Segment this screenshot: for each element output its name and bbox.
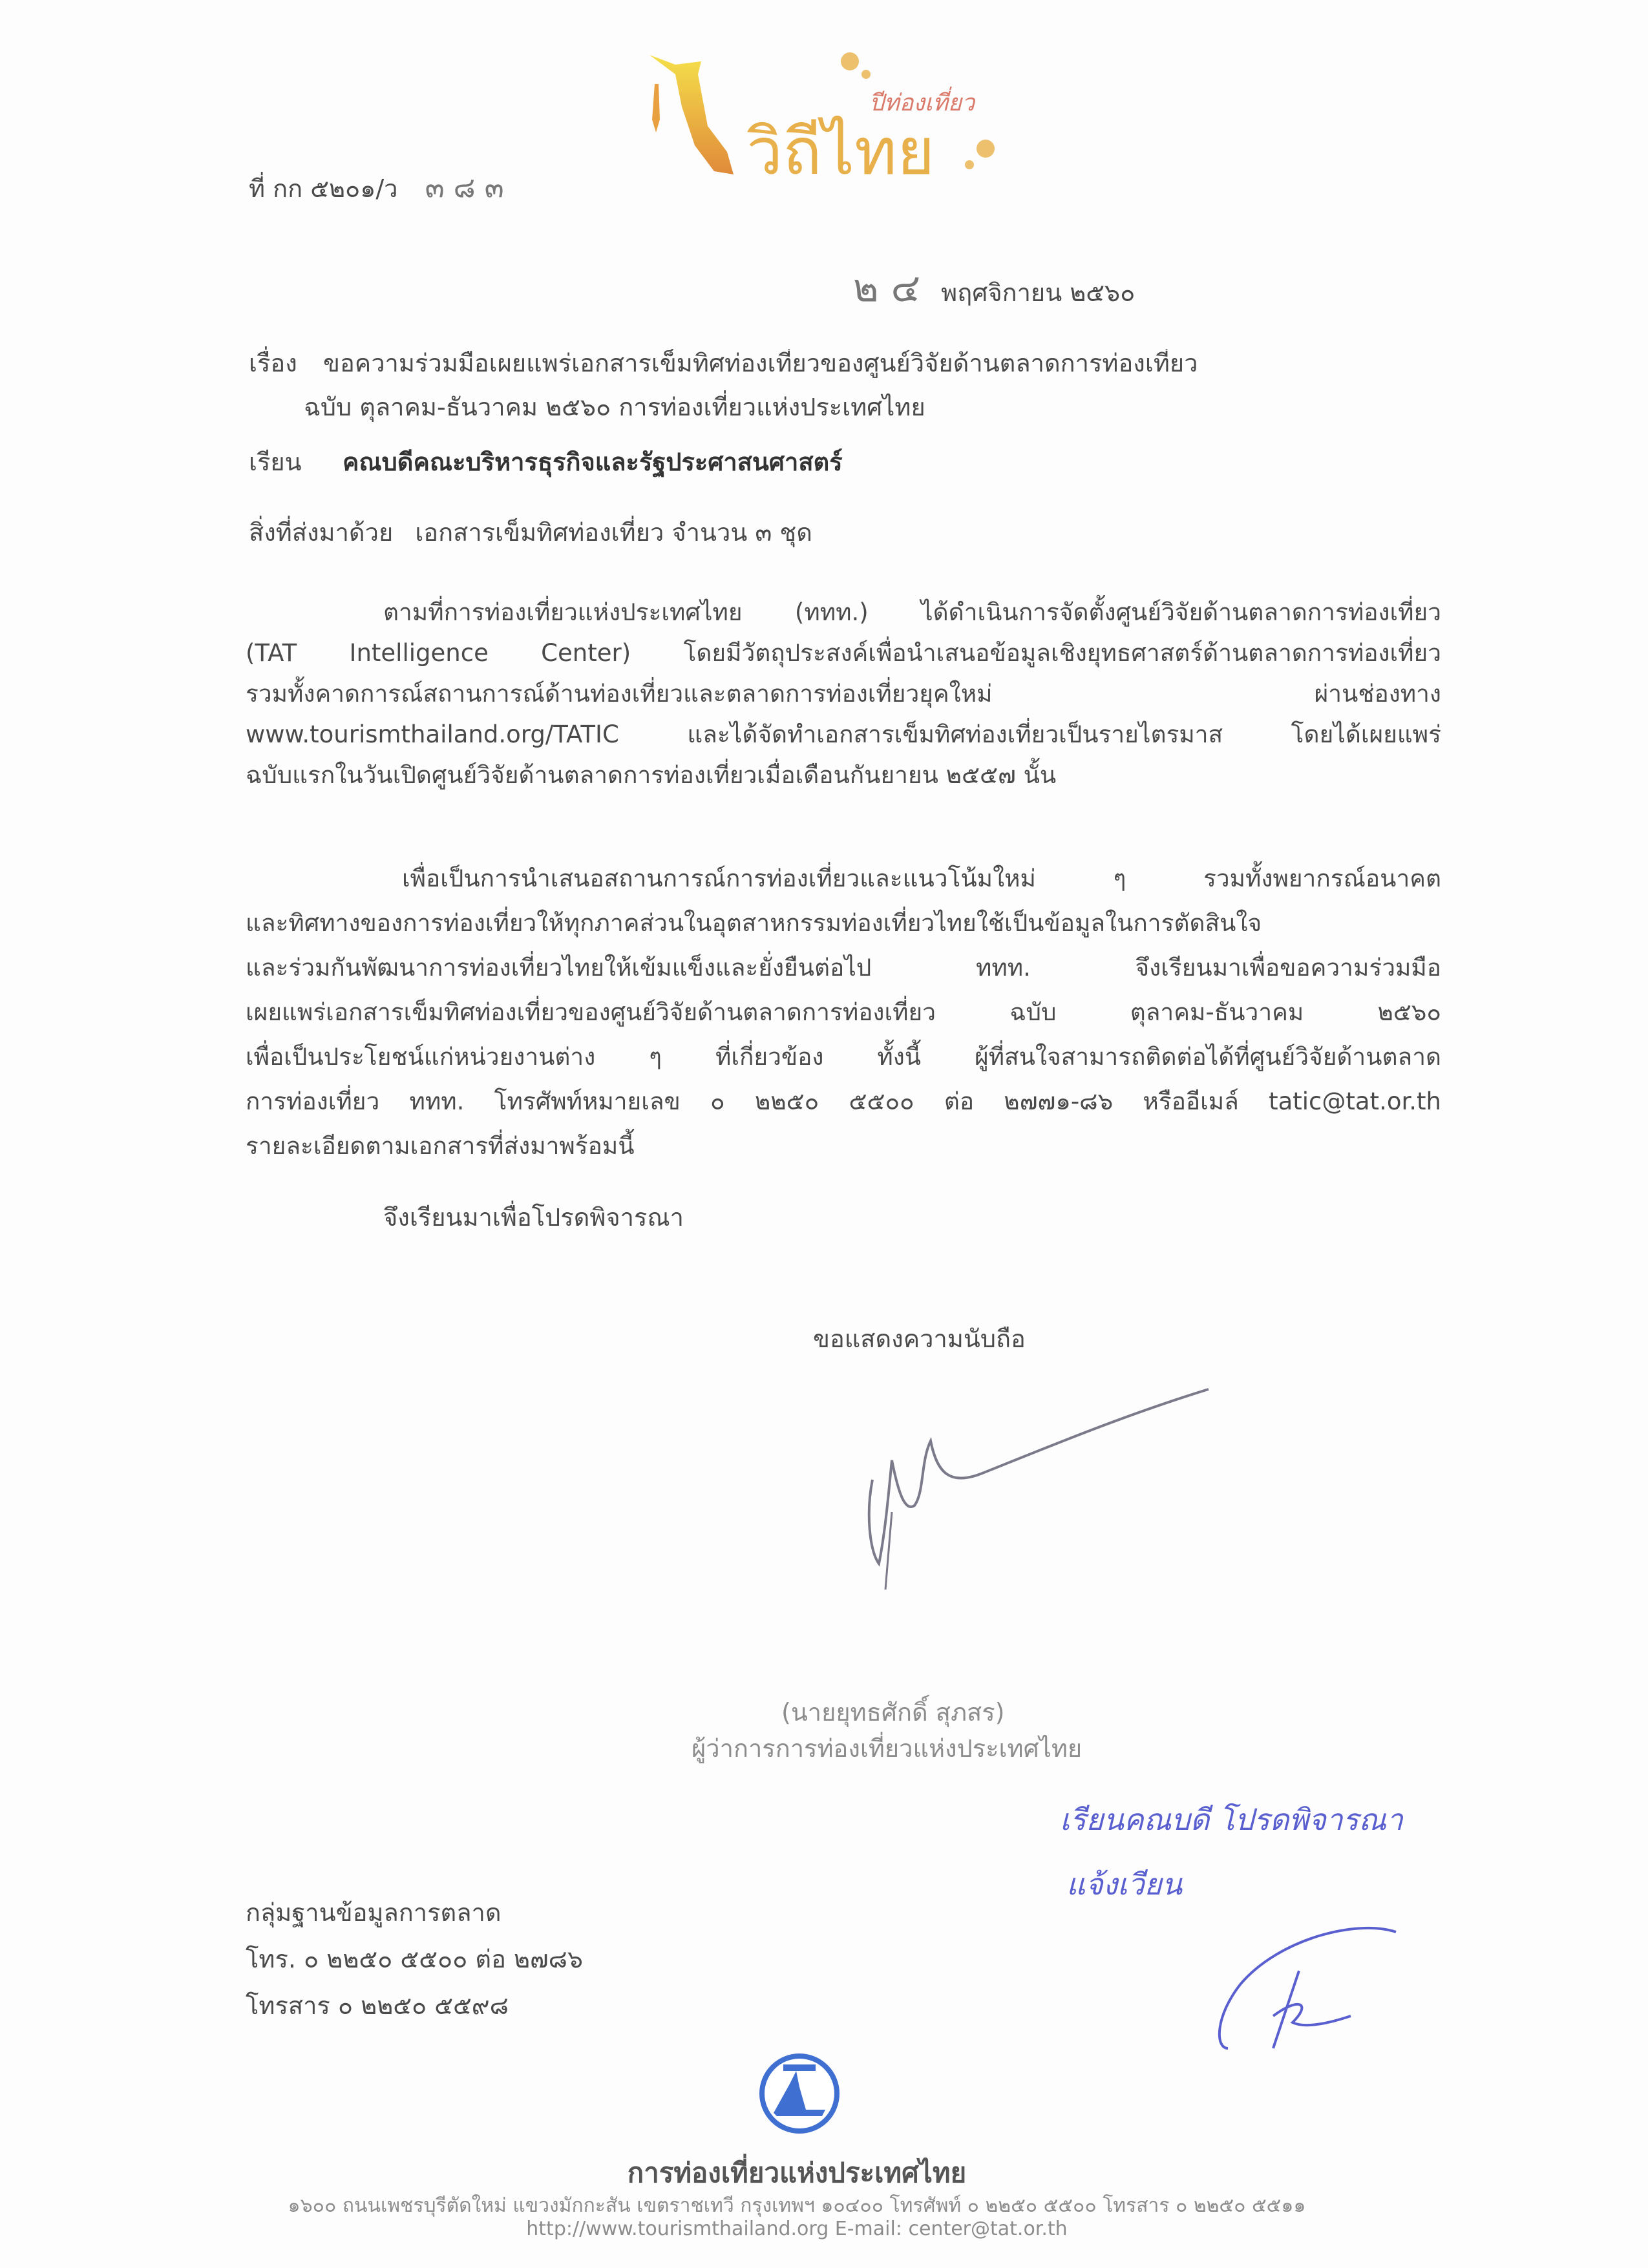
- signature-icon: [853, 1383, 1215, 1596]
- closing-line: จึงเรียนมาเพื่อโปรดพิจารณา: [383, 1203, 684, 1232]
- paragraph-line: ตามที่การท่องเที่ยวแห่งประเทศไทย (ททท.) ได้ดำเนินการจัดตั้งศูนย์วิจัยด้านตลาดการท่องเที่ยว: [383, 598, 1441, 626]
- signatory-name: (นายยุทธศักดิ์ สุภสร): [781, 1698, 1005, 1727]
- enclosure-value: เอกสารเข็มทิศท่องเที่ยว จำนวน ๓ ชุด: [415, 518, 812, 547]
- logo-text: วิถีไทย: [746, 114, 935, 189]
- initials-signature-icon: [1202, 1919, 1415, 2061]
- reference-number: [249, 171, 504, 205]
- reference-stamp-number: ๓ ๘ ๓: [425, 171, 504, 204]
- contact-fax: โทรสาร ๐ ๒๒๕๐ ๕๕๙๘: [246, 1991, 509, 2020]
- paragraph-line: เพื่อเป็นประโยชน์แก่หน่วยงานต่าง ๆ ที่เกี่ยวข้อง ทั้งนี้ ผู้ที่สนใจสามารถติดต่อได้ที่ศูนย์วิจัยด้านตลาด: [246, 1043, 1441, 1071]
- salutation: ขอแสดงความนับถือ: [813, 1325, 1026, 1353]
- handwritten-note-line-1: เรียนคณบดี โปรดพิจารณา: [1060, 1802, 1403, 1837]
- date-month-year: พฤศจิกายน ๒๕๖๐: [941, 278, 1136, 307]
- signatory-position: ผู้ว่าการการท่องเที่ยวแห่งประเทศไทย: [692, 1734, 1083, 1763]
- paragraph-line: (TAT Intelligence Center) โดยมีวัตถุประสงค์เพื่อนำเสนอข้อมูลเชิงยุทธศาสตร์ด้านตลาดการท่องเที่ยว: [246, 639, 1441, 667]
- paragraph-line: ฉบับแรกในวันเปิดศูนย์วิจัยด้านตลาดการท่องเที่ยวเมื่อเดือนกันยายน ๒๕๕๗ นั้น: [246, 761, 1057, 789]
- logo-subtext: ปีท่องเที่ยว: [869, 90, 975, 116]
- subject-line-1: ขอความร่วมมือเผยแพร่เอกสารเข็มทิศท่องเที่ยวของศูนย์วิจัยด้านตลาดการท่องเที่ยว: [323, 349, 1198, 377]
- paragraph-line: และทิศทางของการท่องเที่ยวให้ทุกภาคส่วนในอุตสาหกรรมท่องเที่ยวไทยใช้เป็นข้อมูลในการตัดสินใจ: [246, 909, 1262, 937]
- paragraph-line: รายละเอียดตามเอกสารที่ส่งมาพร้อมนี้: [246, 1132, 635, 1160]
- date-day: ๒ ๔: [853, 266, 921, 311]
- enclosure-label: สิ่งที่ส่งมาด้วย: [249, 518, 394, 547]
- footer-web-email: http://www.tourismthailand.org E-mail: center@tat.or.th: [526, 2218, 1068, 2240]
- paragraph-line: เผยแพร่เอกสารเข็มทิศท่องเที่ยวของศูนย์วิจัยด้านตลาดการท่องเที่ยว ฉบับ ตุลาคม-ธันวาคม ๒๕๖๐: [246, 998, 1441, 1026]
- addressee-label: เรียน: [249, 448, 302, 476]
- subject-label: เรื่อง: [249, 349, 297, 377]
- handwritten-note-line-2: แจ้งเวียน: [1066, 1867, 1183, 1902]
- tat-logo-icon: [757, 2052, 841, 2136]
- letter-date: [853, 265, 1135, 311]
- reference-prefix: ที่ กก ๕๒๐๑/ว: [249, 174, 398, 203]
- paragraph-line: www.tourismthailand.org/TATIC และได้จัดทำเอกสารเข็มทิศท่องเที่ยวเป็นรายไตรมาส โดยได้เผยแพร่: [246, 720, 1441, 748]
- contact-phone: โทร. ๐ ๒๒๕๐ ๕๕๐๐ ต่อ ๒๗๘๖: [246, 1945, 584, 1973]
- paragraph-line: รวมทั้งคาดการณ์สถานการณ์ด้านท่องเที่ยวและตลาดการท่องเที่ยวยุคใหม่ ผ่านช่องทาง: [246, 680, 1441, 708]
- paragraph-line: และร่วมกันพัฒนาการท่องเที่ยวไทยให้เข้มแข็งและยั่งยืนต่อไป ททท. จึงเรียนมาเพื่อขอความร่วมมือ: [246, 954, 1441, 982]
- contact-department: กลุ่มฐานข้อมูลการตลาด: [246, 1898, 502, 1927]
- addressee-value: คณบดีคณะบริหารธุรกิจและรัฐประศาสนศาสตร์: [343, 448, 843, 476]
- amazing-thailand-logo: [637, 48, 1024, 189]
- footer-address: ๑๖๐๐ ถนนเพชรบุรีตัดใหม่ แขวงมักกะสัน เขตราชเทวี กรุงเทพฯ ๑๐๔๐๐ โทรศัพท์ ๐ ๒๒๕๐ ๕๕๐๐ โทรสาร ๐ ๒๒๕๐ ๕๕๑๑: [288, 2194, 1306, 2217]
- paragraph-line: เพื่อเป็นการนำเสนอสถานการณ์การท่องเที่ยวและแนวโน้มใหม่ ๆ รวมทั้งพยากรณ์อนาคต: [402, 865, 1441, 892]
- footer-organization: การท่องเที่ยวแห่งประเทศไทย: [627, 2157, 967, 2189]
- paragraph-line: การท่องเที่ยว ททท. โทรศัพท์หมายเลข ๐ ๒๒๕๐ ๕๕๐๐ ต่อ ๒๗๗๑-๘๖ หรืออีเมล์ tatic@tat.or.th: [246, 1087, 1441, 1115]
- subject-line-2: ฉบับ ตุลาคม-ธันวาคม ๒๕๖๐ การท่องเที่ยวแห่งประเทศไทย: [304, 393, 925, 421]
- enclosure: [249, 518, 812, 548]
